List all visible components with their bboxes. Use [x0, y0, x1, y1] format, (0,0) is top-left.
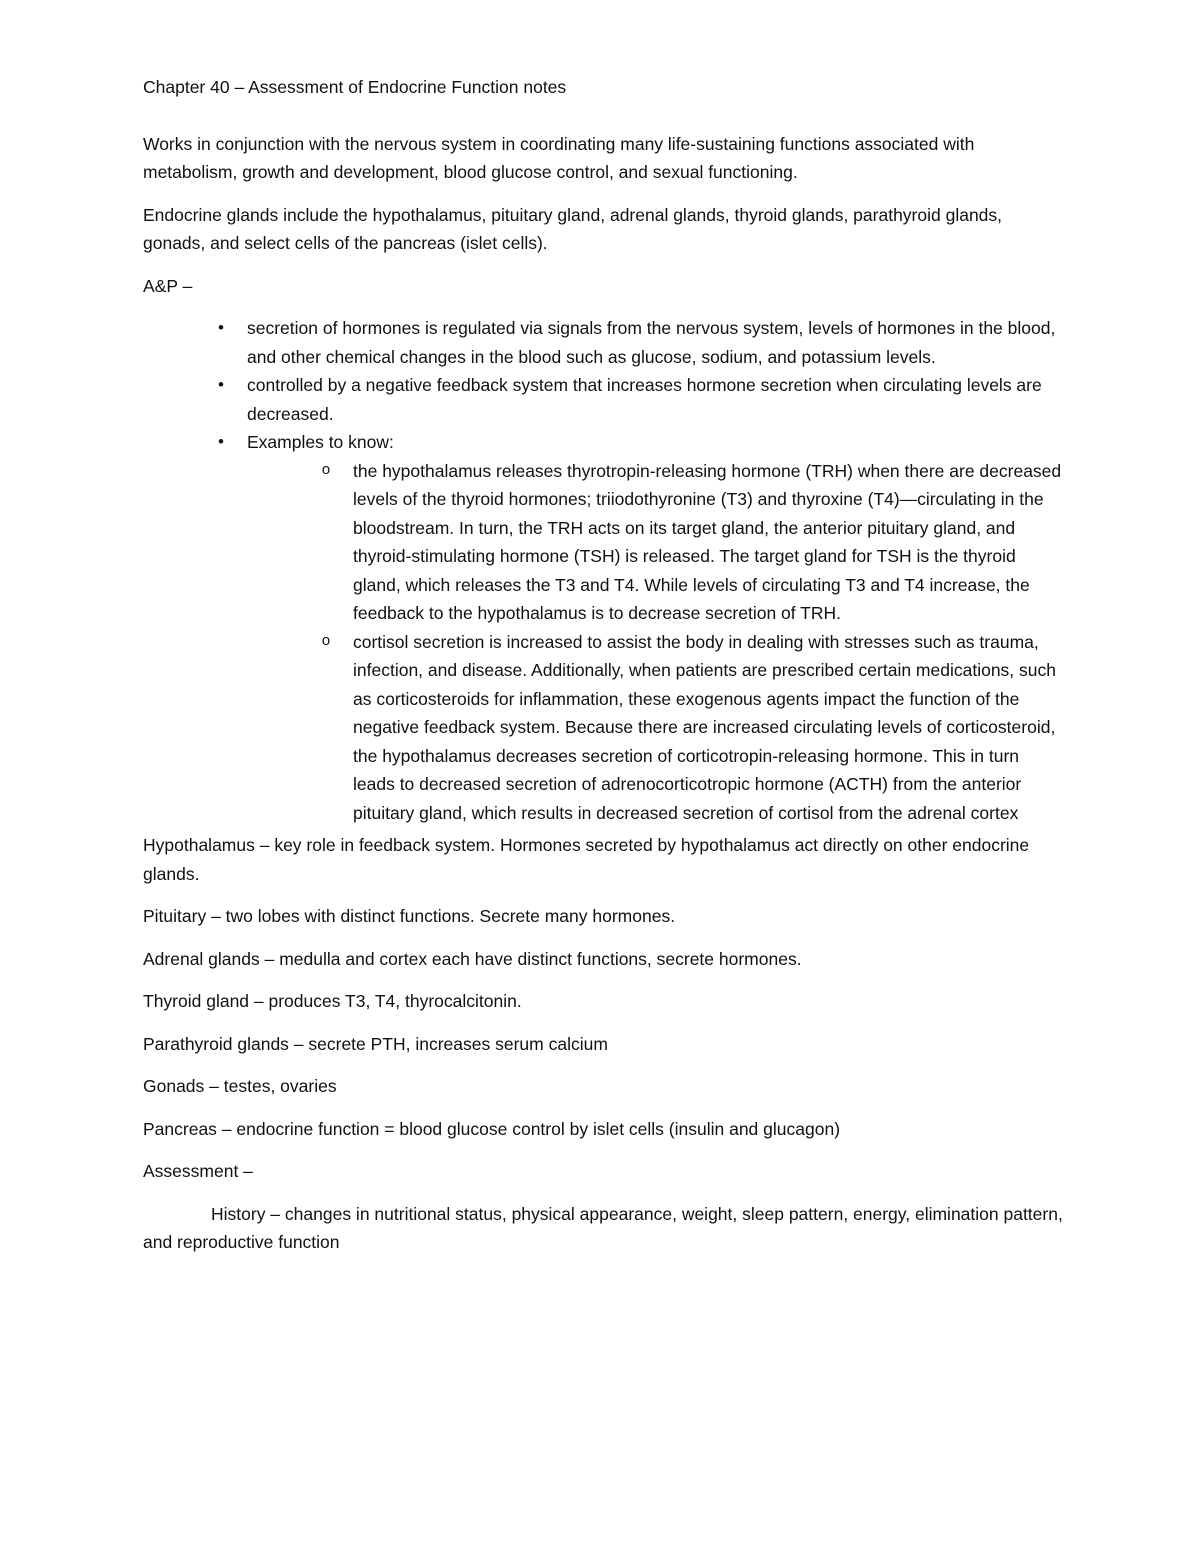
hypothalamus-paragraph: Hypothalamus – key role in feedback system. Hormones secreted by hypothalamus act directly on other endocrine glands.: [143, 835, 1030, 884]
parathyroid-paragraph: Parathyroid glands – secrete PTH, increases serum calcium: [143, 1033, 608, 1054]
pituitary-paragraph: Pituitary – two lobes with distinct functions. Secrete many hormones.: [143, 906, 676, 926]
ap-heading: A&P –: [143, 275, 193, 296]
history-paragraph: History – changes in nutritional status, physical appearance, weight, sleep pattern, energy, elimination pattern, and reproductive function: [143, 1203, 1063, 1252]
sub-bullet-icon: o: [321, 632, 331, 650]
sub-bullet-icon: o: [321, 461, 331, 479]
glands-paragraph: Endocrine glands include the hypothalamus, pituitary gland, adrenal glands, thyroid glands, parathyroid glands, gonads, and select cells of the pancreas (islet cells).: [143, 204, 1003, 253]
adrenal-paragraph: Adrenal glands – medulla and cortex each have distinct functions, secrete hormones.: [143, 948, 802, 969]
pancreas-paragraph: Pancreas – endocrine function = blood glucose control by islet cells (insulin and glucagon): [143, 1118, 841, 1139]
gonads-paragraph: Gonads – testes, ovaries: [143, 1076, 337, 1096]
bullet-item: [218, 371, 1063, 428]
bullet-text: Examples to know:: [247, 432, 394, 452]
ap-bullet-list: [143, 314, 1063, 827]
document-page: [143, 73, 1063, 1271]
bullet-item: [218, 428, 1063, 827]
sub-bullet-text: cortisol secretion is increased to assist the body in dealing with stresses such as trauma, infection, and disease. Additionally, when patients are prescribed certain medications, such as corticosteroids for inflammation, these exogenous agents impact the function of the negative feedback system. Because there are increased circulating levels of corticosteroid, the hypothalamus decreases secretion of corticotropin-releasing hormone. This in turn leads to decreased secretion of adrenocorticotropic hormone (ACTH) from the anterior pituitary gland, which results in decreased secretion of cortisol from the adrenal cortex: [353, 631, 1056, 823]
bullet-icon: •: [218, 432, 224, 451]
sub-bullet-text: the hypothalamus releases thyrotropin-releasing hormone (TRH) when there are decreased levels of the thyroid hormones; triiodothyronine (T3) and thyroxine (T4)—circulating in the bloodstream. In turn, the TRH acts on its target gland, the anterior pituitary gland, and thyroid-stimulating hormone (TSH) is released. The target gland for TSH is the thyroid gland, which releases the T3 and T4. While levels of circulating T3 and T4 increase, the feedback to the hypothalamus is to decrease secretion of TRH.: [353, 460, 1062, 623]
bullet-icon: •: [218, 375, 224, 394]
bullet-text: controlled by a negative feedback system that increases hormone secretion when circulating levels are decreased.: [247, 375, 1042, 424]
intro-paragraph: Works in conjunction with the nervous system in coordinating many life-sustaining functions associated with metabolism, growth and development, blood glucose control, and sexual functioning.: [143, 133, 975, 182]
bullet-item: [218, 314, 1063, 371]
bullet-text: secretion of hormones is regulated via signals from the nervous system, levels of hormones in the blood, and other chemical changes in the blood such as glucose, sodium, and potassium levels.: [247, 318, 1056, 367]
thyroid-paragraph: Thyroid gland – produces T3, T4, thyrocalcitonin.: [143, 991, 522, 1011]
document-title: Chapter 40 – Assessment of Endocrine Function notes: [143, 77, 567, 97]
assessment-heading: Assessment –: [143, 1161, 253, 1181]
bullet-icon: •: [218, 318, 224, 337]
examples-sub-list: [247, 457, 1063, 828]
sub-bullet-item: [321, 628, 1063, 828]
sub-bullet-item: [321, 457, 1063, 628]
